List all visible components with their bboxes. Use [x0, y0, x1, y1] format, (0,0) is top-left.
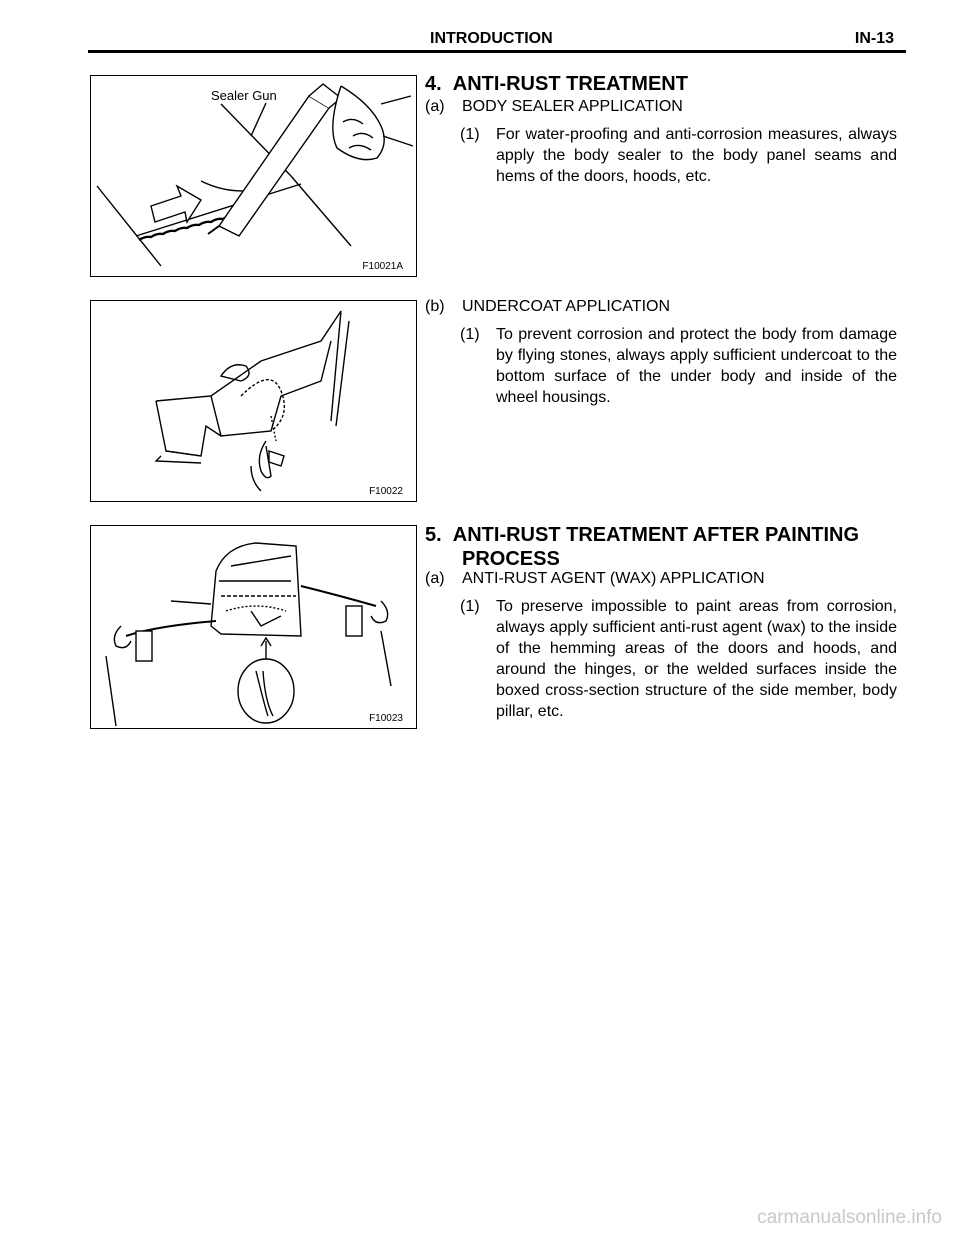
section-5-heading — [425, 523, 859, 571]
section-4-heading: 4. ANTI-RUST TREATMENT — [425, 73, 688, 95]
step-number: (1) — [460, 598, 480, 615]
subsection-5a-heading — [425, 570, 765, 588]
subsection-title: UNDERCOAT APPLICATION — [462, 298, 671, 315]
watermark-link[interactable]: carmanualsonline.info — [757, 1207, 942, 1228]
subsection-letter: (a) — [425, 570, 445, 587]
header-title: INTRODUCTION — [430, 30, 553, 47]
subsection-4b-heading — [425, 298, 670, 316]
figure-wax-application — [90, 525, 417, 729]
subsection-title: ANTI-RUST AGENT (WAX) APPLICATION — [462, 570, 765, 587]
section-5-heading-line1: 5. ANTI-RUST TREATMENT AFTER PAINTING — [425, 524, 860, 546]
section-5-heading-line2: PROCESS — [462, 548, 560, 570]
figure-sealer-gun — [90, 75, 417, 277]
subsection-letter: (a) — [425, 98, 445, 115]
sealer-gun-label: Sealer Gun — [211, 88, 277, 103]
wax-application-illustration — [91, 526, 416, 728]
figure-code: F10022 — [369, 486, 403, 497]
header-rule — [88, 50, 906, 53]
step-text: To prevent corrosion and protect the body from damage by flying stones, always apply sufficient undercoat to the bottom surface of the under body and inside of the wheel housings. — [496, 326, 897, 406]
page-number: IN-13 — [854, 30, 894, 47]
subsection-title: BODY SEALER APPLICATION — [462, 98, 683, 115]
step-text: For water-proofing and anti-corrosion measures, always apply the body sealer to the body panel seams and hems of the doors, hoods, etc. — [496, 126, 897, 185]
figure-code: F10023 — [369, 713, 403, 724]
sealer-gun-illustration — [91, 76, 416, 276]
subsection-letter: (b) — [425, 298, 445, 315]
step-number: (1) — [460, 326, 480, 343]
figure-code: F10021A — [362, 261, 403, 272]
step-4a-1 — [460, 124, 897, 187]
figure-undercoat — [90, 300, 417, 502]
subsection-4a-heading — [425, 98, 683, 116]
undercoat-illustration — [91, 301, 416, 501]
step-5a-1 — [460, 596, 897, 722]
step-number: (1) — [460, 126, 480, 143]
step-4b-1 — [460, 324, 897, 408]
step-text: To preserve impossible to paint areas from corrosion, always apply sufficient anti-rust agent (wax) to the inside of the hemming areas of the doors and hoods, and around the hinges, or the welded surfaces inside the boxed cross-section structure of the side member, body pillar, etc. — [496, 598, 897, 720]
